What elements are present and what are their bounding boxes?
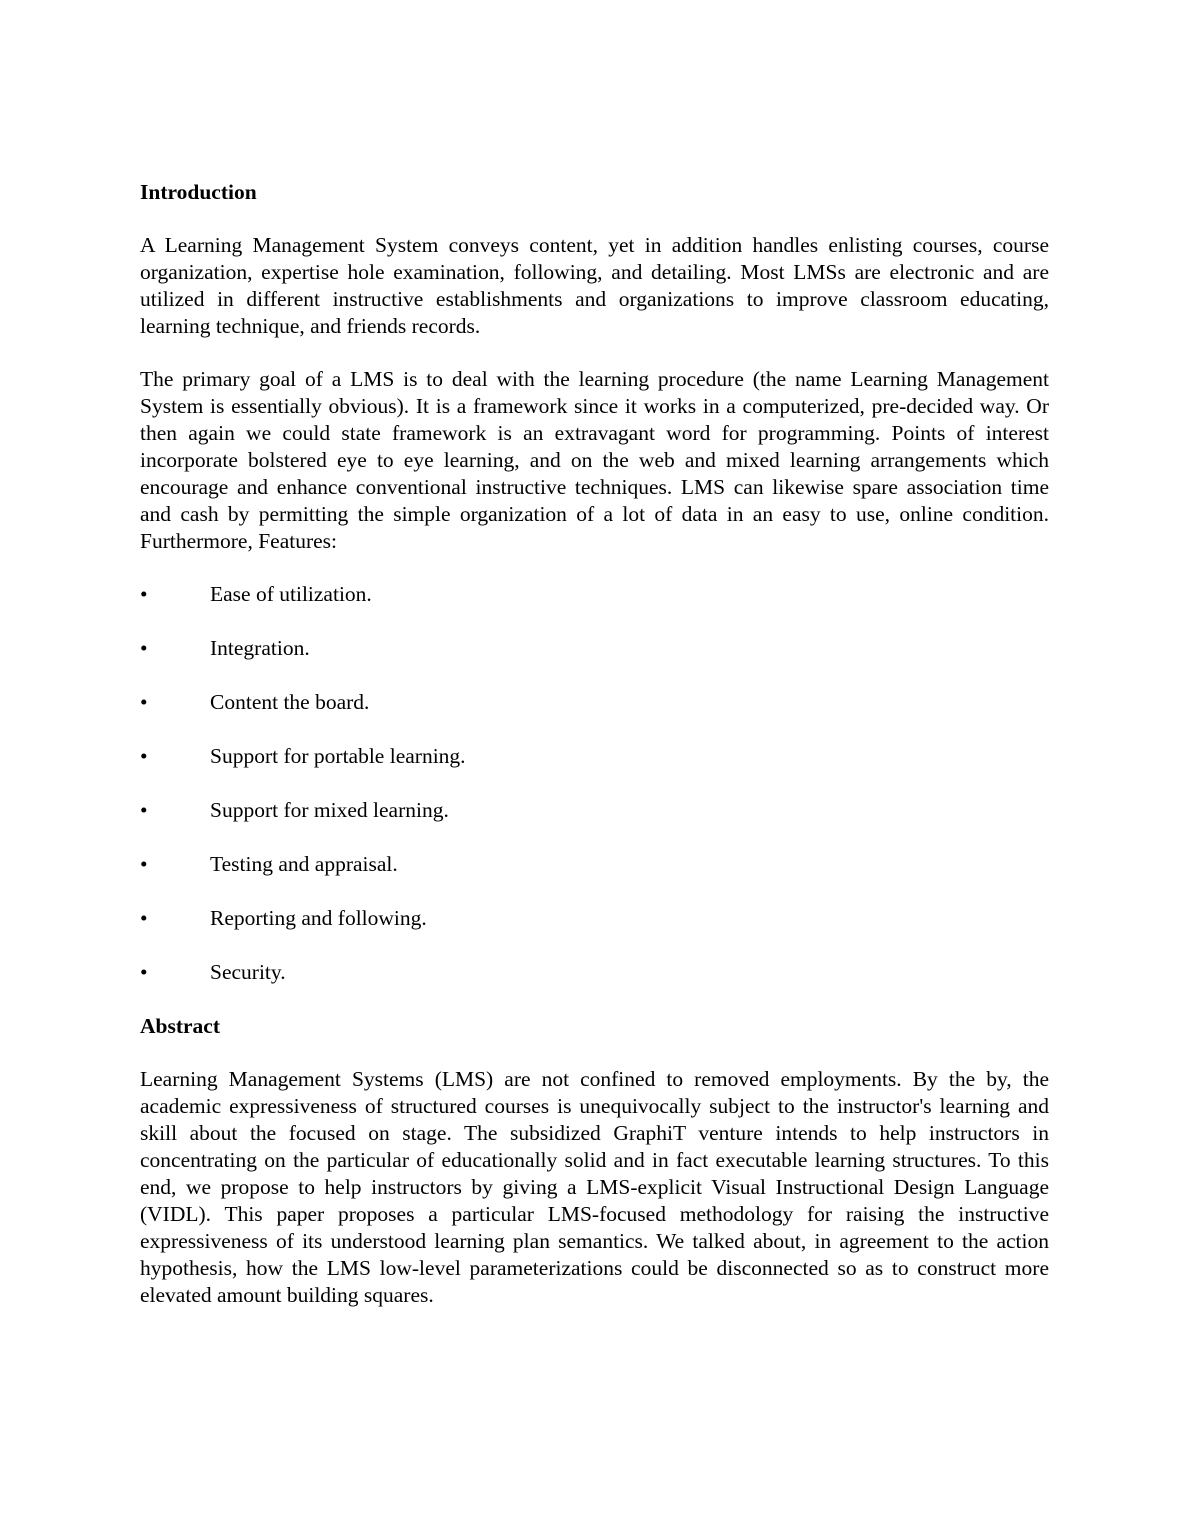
introduction-paragraph-1: A Learning Management System conveys content, yet in addition handles enlisting courses, course organization, expertise hole examination, following, and detailing. Most LMSs are electronic and are utilized in different instructive establishments and organizations to improve classroom educating, learning technique, and friends records. xyxy=(140,233,1049,338)
bullet-icon: • xyxy=(140,960,148,984)
list-item xyxy=(140,905,1049,932)
bullet-icon: • xyxy=(140,798,148,822)
feature-label: Support for portable learning. xyxy=(210,744,466,768)
document-page xyxy=(140,179,1049,1335)
feature-label: Testing and appraisal. xyxy=(210,852,398,876)
abstract-paragraph: Learning Management Systems (LMS) are not confined to removed employments. By the by, the academic expressiveness of structured courses is unequivocally subject to the instructor's learning and skill about the focused on stage. The subsidized GraphiT venture intends to help instructors in concentrating on the particular of educationally solid and in fact executable learning structures. To this end, we propose to help instructors by giving a LMS-explicit Visual Instructional Design Language (VIDL). This paper proposes a particular LMS-focused methodology for raising the instructive expressiveness of its understood learning plan semantics. We talked about, in agreement to the action hypothesis, how the LMS low-level parameterizations could be disconnected so as to construct more elevated amount building squares. xyxy=(140,1067,1049,1307)
feature-label: Content the board. xyxy=(210,690,370,714)
bullet-icon: • xyxy=(140,852,148,876)
bullet-icon: • xyxy=(140,636,148,660)
bullet-icon: • xyxy=(140,690,148,714)
abstract-heading: Abstract xyxy=(140,1014,221,1038)
introduction-paragraph-2: The primary goal of a LMS is to deal with the learning procedure (the name Learning Management System is essentially obvious). It is a framework since it works in a computerized, pre-decided way. Or then again we could state framework is an extravagant word for programming. Points of interest incorporate bolstered eye to eye learning, and on the web and mixed learning arrangements which encourage and enhance conventional instructive techniques. LMS can likewise spare association time and cash by permitting the simple organization of a lot of data in an easy to use, online condition. Furthermore, Features: xyxy=(140,367,1049,553)
list-item xyxy=(140,959,1049,986)
feature-label: Integration. xyxy=(210,636,310,660)
introduction-heading: Introduction xyxy=(140,180,257,204)
features-list xyxy=(140,581,1049,986)
list-item xyxy=(140,797,1049,824)
bullet-icon: • xyxy=(140,906,148,930)
feature-label: Support for mixed learning. xyxy=(210,798,449,822)
list-item xyxy=(140,581,1049,608)
feature-label: Reporting and following. xyxy=(210,906,427,930)
feature-label: Ease of utilization. xyxy=(210,582,372,606)
list-item xyxy=(140,851,1049,878)
feature-label: Security. xyxy=(210,960,286,984)
list-item xyxy=(140,635,1049,662)
bullet-icon: • xyxy=(140,744,148,768)
bullet-icon: • xyxy=(140,582,148,606)
list-item xyxy=(140,743,1049,770)
list-item xyxy=(140,689,1049,716)
